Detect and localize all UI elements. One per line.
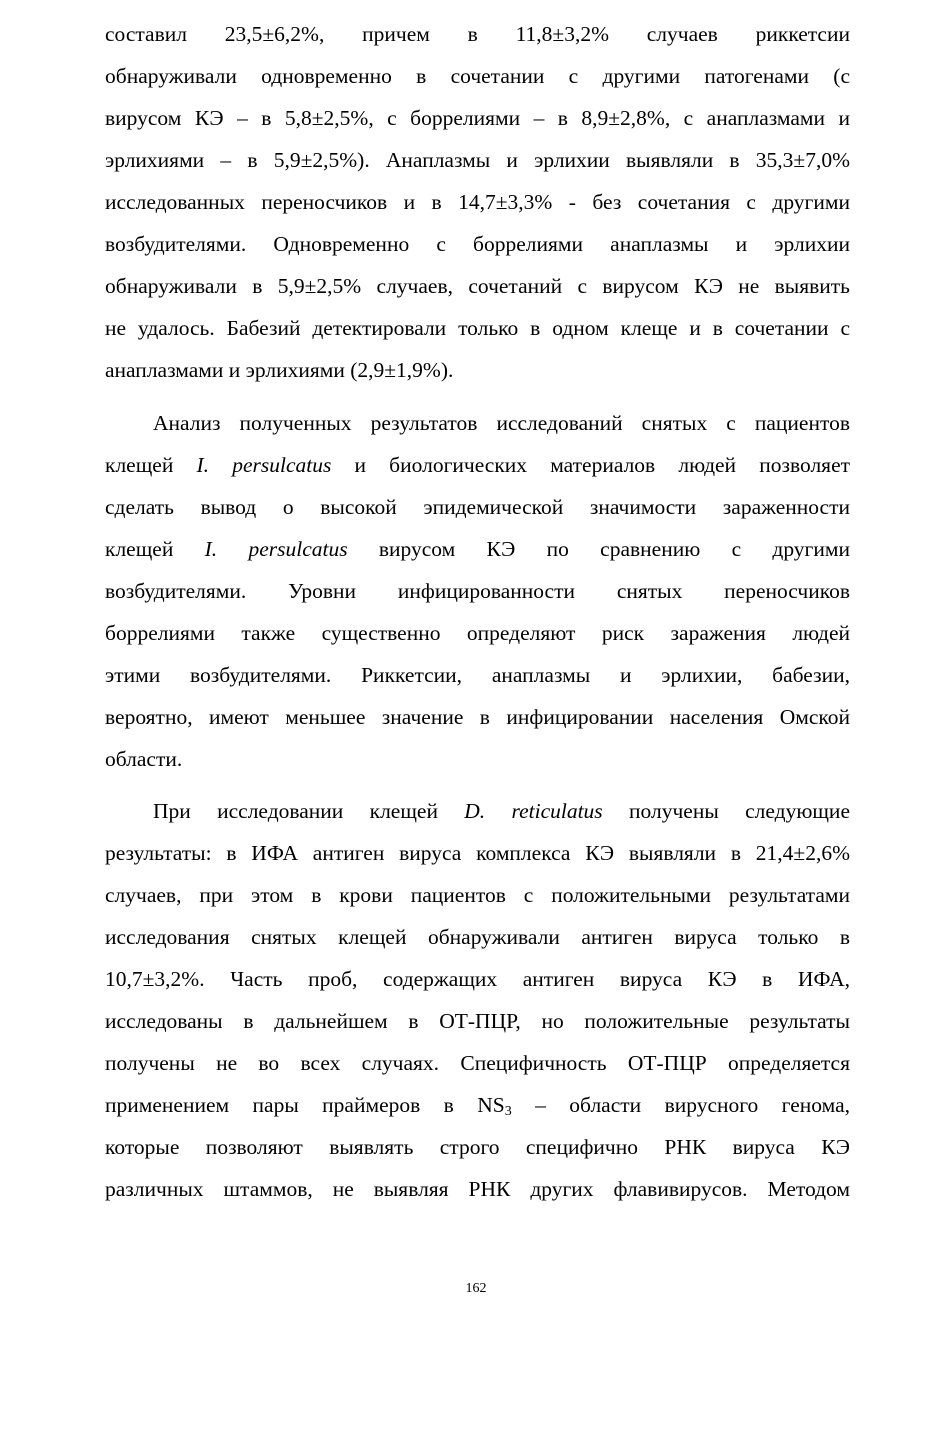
paragraph-first-line: При исследовании клещей D. reticulatus получены следующие	[153, 799, 850, 823]
text-line: различных штаммов, не выявляя РНК других флавивирусов. Методом	[105, 1177, 850, 1201]
text-line: вероятно, имеют меньшее значение в инфицировании населения Омской	[105, 705, 850, 729]
text-line: возбудителями. Одновременно с боррелиями анаплазмы и эрлихии	[105, 232, 850, 256]
text-line: области.	[105, 747, 183, 771]
text-line: сделать вывод о высокой эпидемической значимости зараженности	[105, 495, 850, 519]
text-line: вирусом КЭ – в 5,8±2,5%, с боррелиями – в 8,9±2,8%, с анаплазмами и	[105, 106, 850, 130]
text-line: обнаруживали одновременно в сочетании с другими патогенами (с	[105, 64, 850, 88]
text-line: анаплазмами и эрлихиями (2,9±1,9%).	[105, 358, 454, 382]
text-line: эрлихиями – в 5,9±2,5%). Анаплазмы и эрлихии выявляли в 35,3±7,0%	[105, 148, 850, 172]
text-line: не удалось. Бабезий детектировали только в одном клеще и в сочетании с	[105, 316, 850, 340]
text-line: исследования снятых клещей обнаруживали антиген вируса только в	[105, 925, 850, 949]
text-line: применением пары праймеров в $NS_3$ – области вирусного генома,	[105, 1093, 850, 1119]
text-line: 10,7±3,2%. Часть проб, содержащих антиген вируса КЭ в ИФА,	[105, 967, 850, 991]
text-line-italic-species: клещей I. persulcatus и биологических материалов людей позволяет	[105, 453, 851, 477]
text-line: возбудителями. Уровни инфицированности снятых переносчиков	[105, 579, 850, 603]
text-line: которые позволяют выявлять строго специфично РНК вируса КЭ	[105, 1135, 850, 1159]
text-line: получены не во всех случаях. Специфичность ОТ-ПЦР определяется	[105, 1051, 850, 1075]
text-line: результаты: в ИФА антиген вируса комплекса КЭ выявляли в 21,4±2,6%	[105, 841, 850, 865]
text-line: обнаруживали в 5,9±2,5% случаев, сочетаний с вирусом КЭ не выявить	[105, 274, 850, 298]
text-line: этими возбудителями. Риккетсии, анаплазмы и эрлихии, бабезии,	[105, 663, 850, 687]
text-line: составил 23,5±6,2%, причем в 11,8±3,2% случаев риккетсии	[105, 22, 850, 46]
text-line: исследованных переносчиков и в 14,7±3,3% - без сочетания с другими	[105, 190, 850, 214]
text-line: боррелиями также существенно определяют риск заражения людей	[105, 621, 850, 645]
text-line: случаев, при этом в крови пациентов с положительными результатами	[105, 883, 850, 907]
text-line-italic-species: клещей I. persulcatus вирусом КЭ по сравнению с другими	[105, 537, 850, 561]
text-line: исследованы в дальнейшем в ОТ-ПЦР, но положительные результаты	[105, 1009, 850, 1033]
paragraph-first-line: Анализ полученных результатов исследований снятых с пациентов	[153, 411, 850, 435]
page-number: 162	[465, 1281, 487, 1296]
